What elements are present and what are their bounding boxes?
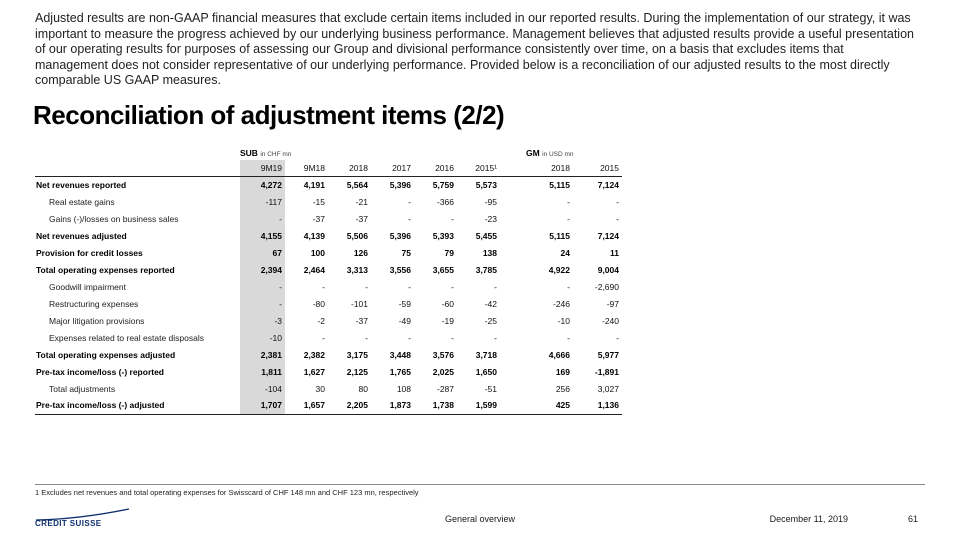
row-label: Total adjustments xyxy=(49,383,116,394)
table-cell: -2,690 xyxy=(594,281,619,292)
table-cell: 9,004 xyxy=(597,264,619,275)
table-row xyxy=(35,397,622,414)
table-cell: - xyxy=(567,213,570,224)
table-cell: - xyxy=(494,281,497,292)
row-label: Provision for credit losses xyxy=(36,247,143,258)
table-cell: - xyxy=(240,295,285,312)
table-row xyxy=(35,312,622,329)
table-cell: 67 xyxy=(240,244,285,261)
table-cell: 3,448 xyxy=(389,349,411,360)
table-cell: -49 xyxy=(398,315,411,326)
table-cell: - xyxy=(567,196,570,207)
table-cell: 4,155 xyxy=(240,227,285,244)
table-cell: 4,191 xyxy=(303,179,325,190)
table-cell: -19 xyxy=(441,315,454,326)
table-cell: - xyxy=(408,332,411,343)
table-cell: -23 xyxy=(484,213,497,224)
table-cell: - xyxy=(322,332,325,343)
column-header: 9M19 xyxy=(240,160,285,176)
row-label: Gains (-)/losses on business sales xyxy=(49,213,179,224)
table-row xyxy=(35,193,622,210)
table-cell: - xyxy=(616,196,619,207)
footer-page-number: 61 xyxy=(907,514,918,524)
table-cell: 5,455 xyxy=(475,230,497,241)
group-header-spacer xyxy=(35,146,240,160)
table-cell: -104 xyxy=(240,380,285,397)
table-cell: -37 xyxy=(355,315,368,326)
table-row xyxy=(35,227,622,244)
row-label: Total operating expenses reported xyxy=(36,264,175,275)
table-cell: - xyxy=(616,213,619,224)
group-header-row xyxy=(35,146,622,160)
table-cell: -25 xyxy=(484,315,497,326)
table-cell: 2,125 xyxy=(346,366,368,377)
group-label-sub: SUB xyxy=(240,148,258,158)
table-cell: 1,136 xyxy=(573,397,622,414)
table-cell: 5,396 xyxy=(389,179,411,190)
table-row xyxy=(35,176,622,193)
row-label: Net revenues reported xyxy=(36,179,127,190)
table-row xyxy=(35,363,622,380)
table-cell: 80 xyxy=(358,383,368,394)
table-cell: 1,873 xyxy=(371,397,414,414)
table-row xyxy=(35,380,622,397)
table-cell: - xyxy=(322,281,325,292)
table-cell: 1,707 xyxy=(240,397,285,414)
row-label: Goodwill impairment xyxy=(49,281,126,292)
intro-paragraph: Adjusted results are non-GAAP financial measures that exclude certain items included in our reported results. During the implementation of our strategy, it was important to measure the progress achieved by our underlying business performance. Management believes that adjusted results provide a useful presentation of our operating results for purposes of assessing our Group and divisional performance consistently over time, on a basis that excludes items that management does not consider representative of our underlying performance. Provided below is a reconciliation of our adjusted results to the most directly comparable US GAAP measures. xyxy=(35,11,914,88)
column-gap xyxy=(500,261,526,278)
column-gap xyxy=(500,329,526,346)
table-cell: 5,393 xyxy=(432,230,454,241)
table-cell: 1,657 xyxy=(285,397,328,414)
table-cell: 5,564 xyxy=(346,179,368,190)
column-header: 2018 xyxy=(526,160,573,176)
table-cell: 169 xyxy=(555,366,570,377)
table-cell: - xyxy=(240,278,285,295)
table-cell: 425 xyxy=(526,397,573,414)
table-cell: - xyxy=(451,332,454,343)
row-label: Total operating expenses adjusted xyxy=(36,349,176,360)
column-gap xyxy=(500,397,526,414)
table-cell: -60 xyxy=(441,298,454,309)
column-gap xyxy=(500,193,526,210)
table-row xyxy=(35,329,622,346)
table-cell: 3,556 xyxy=(389,264,411,275)
table-cell: 2,382 xyxy=(303,349,325,360)
table-cell: - xyxy=(451,281,454,292)
table-cell: 5,759 xyxy=(432,179,454,190)
table-cell: - xyxy=(567,281,570,292)
table-cell: -287 xyxy=(436,383,454,394)
table-cell: 2,381 xyxy=(240,346,285,363)
logo-wordmark: CREDIT SUISSE xyxy=(35,519,102,528)
group-header-sub xyxy=(240,146,500,160)
column-gap xyxy=(500,363,526,380)
table-cell: -59 xyxy=(398,298,411,309)
column-gap xyxy=(500,312,526,329)
column-gap xyxy=(500,278,526,295)
table-cell: -117 xyxy=(240,193,285,210)
table-row xyxy=(35,244,622,261)
table-cell: 256 xyxy=(555,383,570,394)
table-cell: 4,139 xyxy=(303,230,325,241)
table-cell: 4,922 xyxy=(548,264,570,275)
column-gap xyxy=(500,210,526,227)
page-title: Reconciliation of adjustment items (2/2) xyxy=(33,100,505,130)
table-cell: - xyxy=(240,210,285,227)
table-row xyxy=(35,261,622,278)
table-cell: 3,313 xyxy=(346,264,368,275)
table-cell: 138 xyxy=(482,247,497,258)
table-cell: -10 xyxy=(557,315,570,326)
column-gap xyxy=(500,227,526,244)
table-row xyxy=(35,210,622,227)
group-unit-gm: in USD mn xyxy=(542,151,574,158)
column-header: 2018 xyxy=(328,160,371,176)
table-cell: 75 xyxy=(401,247,411,258)
column-header: 2016 xyxy=(414,160,457,176)
table-cell: 5,396 xyxy=(389,230,411,241)
table-cell: 1,765 xyxy=(389,366,411,377)
row-label: Real estate gains xyxy=(49,196,115,207)
footer-section-label: General overview xyxy=(444,514,516,524)
column-header: 9M18 xyxy=(285,160,328,176)
table-cell: 11 xyxy=(610,247,619,258)
table-cell: 1,599 xyxy=(457,397,500,414)
table-cell: 5,115 xyxy=(549,230,570,241)
table-cell: -101 xyxy=(350,298,368,309)
table-cell: - xyxy=(451,213,454,224)
table-cell: -97 xyxy=(606,298,619,309)
column-gap xyxy=(500,295,526,312)
footnote-text: 1 Excludes net revenues and total operating expenses for Swisscard of CHF 148 mn and CHF 123 mn, respectively xyxy=(35,488,419,497)
table-cell: -10 xyxy=(240,329,285,346)
table-cell: -42 xyxy=(484,298,497,309)
column-gap xyxy=(500,380,526,397)
table-cell: 4,272 xyxy=(240,176,285,193)
table-cell: - xyxy=(408,196,411,207)
table-cell: 3,576 xyxy=(432,349,454,360)
table-cell: 1,738 xyxy=(414,397,457,414)
table-cell: 7,124 xyxy=(597,230,619,241)
table-cell: 108 xyxy=(396,383,411,394)
row-label: Net revenues adjusted xyxy=(36,230,127,241)
table-cell: 1,811 xyxy=(240,363,285,380)
column-gap xyxy=(500,244,526,261)
row-label-header xyxy=(35,160,240,176)
table-cell: - xyxy=(408,281,411,292)
column-gap xyxy=(500,176,526,193)
table-cell: -2 xyxy=(317,315,325,326)
table-cell: 3,175 xyxy=(346,349,368,360)
table-cell: 100 xyxy=(310,247,325,258)
table-row xyxy=(35,278,622,295)
table-cell: - xyxy=(365,281,368,292)
column-gap xyxy=(500,346,526,363)
table-cell: 1,627 xyxy=(303,366,325,377)
table-cell: -95 xyxy=(484,196,497,207)
row-label: Major litigation provisions xyxy=(49,315,145,326)
row-label: Pre-tax income/loss (-) reported xyxy=(36,366,165,377)
group-header-gm xyxy=(526,146,622,160)
table-cell: 24 xyxy=(560,247,570,258)
table-cell: 3,785 xyxy=(475,264,497,275)
row-label: Pre-tax income/loss (-) adjusted xyxy=(35,397,240,414)
table-cell: 5,506 xyxy=(346,230,368,241)
row-label: Expenses related to real estate disposals xyxy=(49,332,204,343)
table-cell: 2,025 xyxy=(432,366,454,377)
table-cell: 2,394 xyxy=(240,261,285,278)
column-gap xyxy=(500,146,526,160)
table-cell: -21 xyxy=(355,196,368,207)
column-header: 2015 xyxy=(573,160,622,176)
row-label: Restructuring expenses xyxy=(49,298,139,309)
table-cell: 79 xyxy=(444,247,454,258)
table-cell: - xyxy=(408,213,411,224)
table-cell: -366 xyxy=(436,196,454,207)
table-row xyxy=(35,295,622,312)
table-cell: 3,027 xyxy=(597,383,619,394)
column-header-row xyxy=(35,160,622,176)
table-cell: 5,115 xyxy=(549,179,570,190)
group-label-gm: GM xyxy=(526,148,540,158)
table-row xyxy=(35,346,622,363)
table-cell: 5,573 xyxy=(475,179,497,190)
table-cell: 2,205 xyxy=(328,397,371,414)
table-cell: 30 xyxy=(315,383,325,394)
table-cell: 4,666 xyxy=(548,349,570,360)
footer-date: December 11, 2019 xyxy=(769,514,848,524)
table-cell: - xyxy=(567,332,570,343)
table-cell: - xyxy=(365,332,368,343)
table-cell: -80 xyxy=(312,298,325,309)
footnote-divider xyxy=(35,484,925,485)
table-cell: 3,718 xyxy=(475,349,497,360)
table-cell: -246 xyxy=(552,298,570,309)
table-cell: -3 xyxy=(240,312,285,329)
table-cell: 5,977 xyxy=(597,349,619,360)
column-gap xyxy=(500,160,526,176)
table-cell: 1,650 xyxy=(475,366,497,377)
table-cell: 2,464 xyxy=(303,264,325,275)
table-cell: 126 xyxy=(353,247,368,258)
table-cell: - xyxy=(494,332,497,343)
reconciliation-table xyxy=(35,146,622,415)
column-header: 2017 xyxy=(371,160,414,176)
table-cell: -1,891 xyxy=(594,366,619,377)
table-cell: -15 xyxy=(312,196,325,207)
table-cell: 3,655 xyxy=(432,264,454,275)
column-header: 2015¹ xyxy=(457,160,500,176)
table-cell: - xyxy=(616,332,619,343)
table-cell: -37 xyxy=(312,213,325,224)
group-unit-sub: in CHF mn xyxy=(260,151,292,158)
table-cell: -240 xyxy=(601,315,619,326)
table-cell: -51 xyxy=(484,383,497,394)
table-cell: 7,124 xyxy=(597,179,619,190)
table-cell: -37 xyxy=(355,213,368,224)
